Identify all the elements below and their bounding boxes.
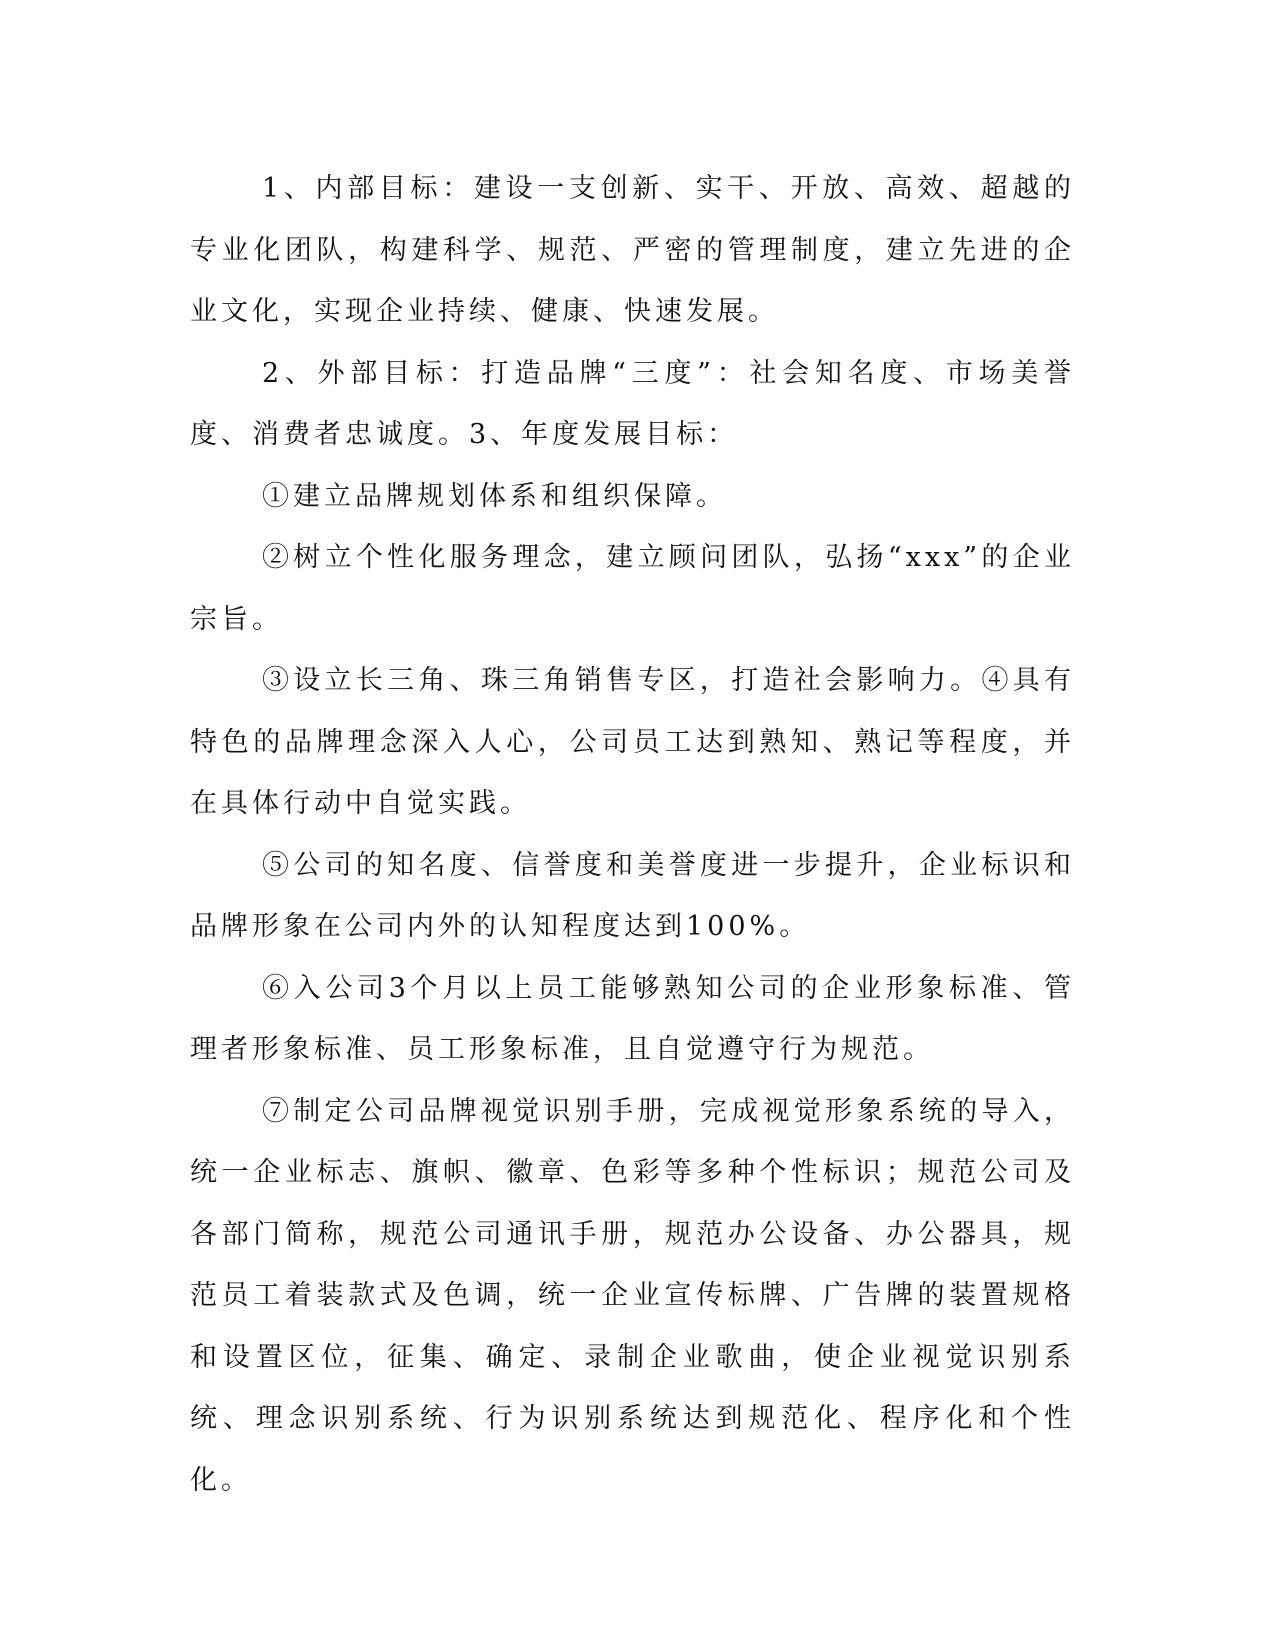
document-body	[190, 158, 1075, 1511]
paragraph-goal-3-4: ③设立长三角、珠三角销售专区，打造社会影响力。④具有特色的品牌理念深入人心，公司员工达到熟知、熟记等程度，并在具体行动中自觉实践。	[190, 665, 1075, 819]
paragraph-goal-7: ⑦制定公司品牌视觉识别手册，完成视觉形象系统的导入，统一企业标志、旗帜、徽章、色彩等多种个性标识；规范公司及各部门简称，规范公司通讯手册，规范办公设备、办公器具，规范员工着装款式及色调，统一企业宣传标牌、广告牌的装置规格和设置区位，征集、确定、录制企业歌曲，使企业视觉识别系统、理念识别系统、行为识别系统达到规范化、程序化和个性化。	[190, 1095, 1075, 1496]
paragraph-goal-2: ②树立个性化服务理念，建立顾问团队，弘扬“xxx”的企业宗旨。	[190, 542, 1075, 635]
paragraph-goal-6: ⑥入公司3个月以上员工能够熟知公司的企业形象标准、管理者形象标准、员工形象标准，且自觉遵守行为规范。	[190, 972, 1075, 1065]
paragraph-goal-5: ⑤公司的知名度、信誉度和美誉度进一步提升，企业标识和品牌形象在公司内外的认知程度达到100%。	[190, 849, 1075, 942]
paragraph-internal-goals: 1、内部目标：建设一支创新、实干、开放、高效、超越的专业化团队，构建科学、规范、严密的管理制度，建立先进的企业文化，实现企业持续、健康、快速发展。	[190, 173, 1075, 327]
paragraph-external-goals: 2、外部目标：打造品牌“三度”：社会知名度、市场美誉度、消费者忠诚度。3、年度发展目标：	[190, 357, 1075, 450]
paragraph-goal-1: ①建立品牌规划体系和组织保障。	[262, 480, 727, 512]
